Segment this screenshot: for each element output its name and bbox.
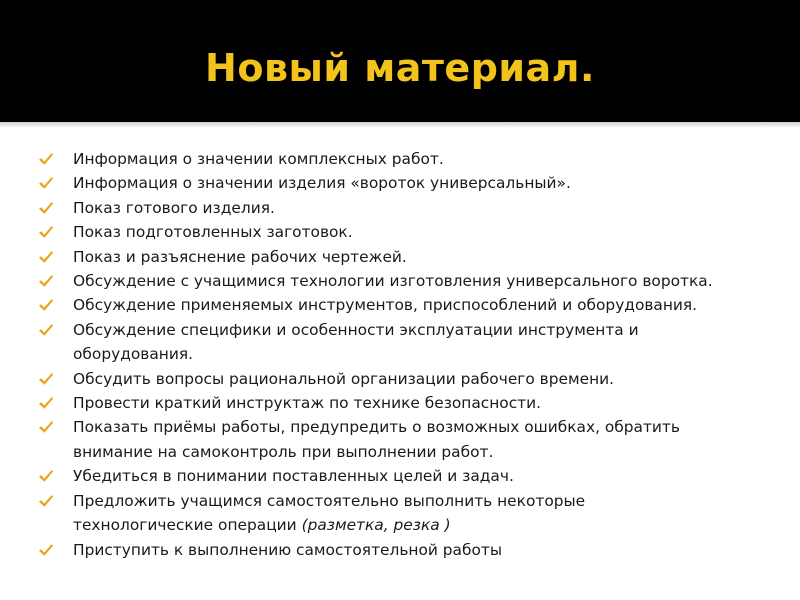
title-divider bbox=[0, 122, 800, 128]
list-item-line bbox=[73, 293, 790, 317]
list-item bbox=[38, 147, 790, 171]
list-item-line-text: Показ и разъяснение рабочих чертежей. bbox=[73, 247, 407, 266]
checkmark-icon bbox=[38, 469, 54, 483]
list-item-line-text: Информация о значении комплексных работ. bbox=[73, 150, 444, 168]
list-item bbox=[38, 538, 790, 562]
list-item-line bbox=[73, 440, 790, 464]
bullet-list bbox=[38, 147, 790, 562]
list-item bbox=[38, 269, 790, 293]
list-item-line bbox=[73, 269, 790, 293]
list-item bbox=[38, 220, 790, 244]
list-item-line-text: Провести краткий инструктаж по технике безопасности. bbox=[73, 394, 542, 413]
list-item-line-text: Показ готового изделия. bbox=[73, 198, 275, 217]
checkmark-icon bbox=[38, 152, 54, 166]
list-item-line bbox=[73, 220, 790, 244]
list-item-text bbox=[73, 489, 790, 538]
list-item-line bbox=[73, 171, 790, 195]
checkmark-icon bbox=[38, 225, 54, 239]
list-item-line-text: Обсуждение специфики и особенности эксплуатации инструмента и bbox=[73, 320, 639, 339]
list-item-line-text: Убедиться в понимании поставленных целей и задач. bbox=[73, 467, 514, 486]
list-item bbox=[38, 318, 790, 367]
list-item-line-text: Показ подготовленных заготовок. bbox=[73, 223, 353, 242]
list-item-line-text: оборудования. bbox=[73, 345, 193, 364]
list-item bbox=[38, 245, 790, 269]
list-item bbox=[38, 489, 790, 538]
checkmark-icon bbox=[38, 298, 54, 312]
list-item-text bbox=[73, 220, 790, 244]
list-item-line bbox=[73, 245, 790, 269]
list-item-line-text: Предложить учащимся самостоятельно выполнить некоторые bbox=[73, 491, 586, 510]
checkmark-icon bbox=[38, 176, 54, 190]
list-item-text bbox=[73, 415, 790, 464]
list-item-line bbox=[73, 489, 790, 513]
checkmark-icon bbox=[38, 250, 54, 264]
list-item bbox=[38, 293, 790, 317]
list-item-text bbox=[73, 464, 790, 488]
list-item-text bbox=[73, 367, 790, 391]
list-item-line-text: внимание на самоконтроль при выполнении работ. bbox=[73, 442, 494, 461]
checkmark-icon bbox=[38, 274, 54, 288]
list-item-line-text: Обсуждение применяемых инструментов, приспособлений и оборудования. bbox=[73, 296, 698, 315]
list-item bbox=[38, 171, 790, 195]
list-item-line-text: технологические операции bbox=[73, 516, 302, 535]
list-item-line bbox=[73, 342, 790, 366]
checkmark-icon bbox=[38, 494, 54, 508]
list-item-line bbox=[73, 196, 790, 220]
checkmark-icon bbox=[38, 201, 54, 215]
list-item-line-text: Обсудить вопросы рациональной организации рабочего времени. bbox=[73, 369, 615, 388]
list-item-text bbox=[73, 538, 790, 562]
list-item-text bbox=[73, 196, 790, 220]
list-item-line bbox=[73, 513, 790, 537]
checkmark-icon bbox=[38, 396, 54, 410]
list-item bbox=[38, 367, 790, 391]
list-item-line-text: Обсуждение с учащимися технологии изготовления универсального воротка. bbox=[73, 272, 713, 291]
list-item-line bbox=[73, 391, 790, 415]
checkmark-icon bbox=[38, 323, 54, 337]
checkmark-icon bbox=[38, 372, 54, 386]
list-item bbox=[38, 391, 790, 415]
list-item bbox=[38, 415, 790, 464]
list-item-line-text: Показать приёмы работы, предупредить о возможных ошибках, обратить bbox=[73, 418, 680, 437]
list-item-text bbox=[73, 171, 790, 195]
list-item-line bbox=[73, 367, 790, 391]
list-item-text bbox=[73, 147, 790, 171]
list-item-text bbox=[73, 391, 790, 415]
checkmark-icon bbox=[38, 420, 54, 434]
list-item-line bbox=[73, 147, 790, 171]
list-item bbox=[38, 196, 790, 220]
list-item-text bbox=[73, 269, 790, 293]
list-item-line-text: Приступить к выполнению самостоятельной работы bbox=[73, 540, 503, 559]
list-item-line bbox=[73, 318, 790, 342]
list-item-text bbox=[73, 245, 790, 269]
list-item-italic-note: (разметка, резка ) bbox=[301, 516, 451, 535]
slide-title: Новый материал. bbox=[205, 46, 595, 90]
list-item-text bbox=[73, 318, 790, 367]
list-item-line bbox=[73, 538, 790, 562]
checkmark-icon bbox=[38, 543, 54, 557]
title-band bbox=[0, 0, 800, 122]
list-item-line bbox=[73, 464, 790, 488]
list-item bbox=[38, 464, 790, 488]
list-item-text bbox=[73, 293, 790, 317]
list-item-line-text: Информация о значении изделия «вороток универсальный». bbox=[73, 174, 571, 193]
list-item-line bbox=[73, 415, 790, 439]
